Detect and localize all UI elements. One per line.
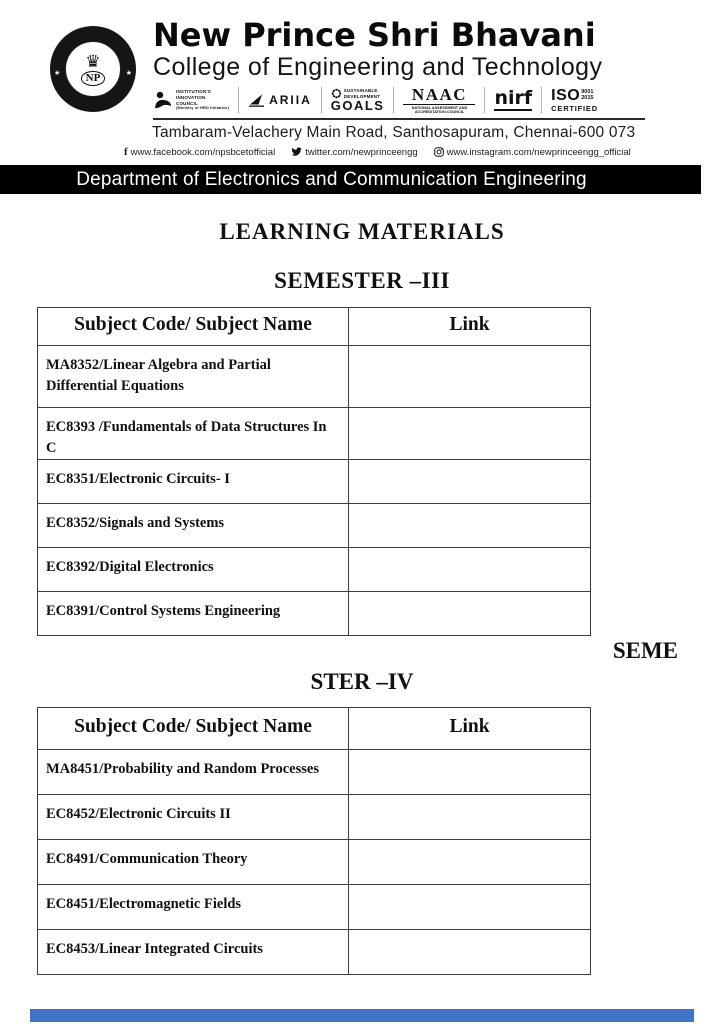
accreditation-strip [153, 86, 645, 120]
twitter-link: twitter.com/newprinceengg [291, 147, 417, 158]
subject-cell: EC8352/Signals and Systems [38, 504, 349, 548]
table-row [38, 460, 591, 504]
table-row [38, 795, 591, 840]
logo-star-icon: ★ [125, 69, 132, 77]
subject-cell: EC8392/Digital Electronics [38, 548, 349, 592]
semester3-table [37, 307, 591, 636]
subject-cell: EC8451/Electromagnetic Fields [38, 885, 349, 930]
table-row [38, 930, 591, 975]
iic-logo: INSTITUTION'S INNOVATION COUNCIL (Ministry of HRD Initiative) [153, 87, 238, 113]
subject-cell: EC8453/Linear Integrated Circuits [38, 930, 349, 975]
table-row [38, 885, 591, 930]
table-row [38, 548, 591, 592]
iso-logo: ISO 9001 2015 CERTIFIED [541, 87, 607, 113]
link-cell [349, 548, 591, 592]
table-row [38, 346, 591, 408]
ariia-sail-icon [248, 93, 266, 108]
semester4-heading-overflow: SEME [612, 638, 678, 664]
link-cell [349, 504, 591, 548]
subject-cell: EC8391/Control Systems Engineering [38, 592, 349, 636]
subject-cell: EC8491/Communication Theory [38, 840, 349, 885]
ariia-logo: ARIIA [238, 87, 321, 113]
page-title: LEARNING MATERIALS [219, 219, 505, 245]
logo-initials: NP [81, 71, 106, 86]
link-cell [349, 750, 591, 795]
department-banner [0, 165, 701, 194]
college-logo [50, 26, 136, 112]
link-cell [349, 885, 591, 930]
logo-star-icon: ★ [54, 69, 61, 77]
subject-cell: MA8451/Probability and Random Processes [38, 750, 349, 795]
instagram-icon [434, 147, 444, 157]
college-address: Tambaram-Velachery Main Road, Santhosapuram, Chennai-600 073 [152, 124, 636, 142]
twitter-icon [291, 147, 302, 157]
column-header-subject: Subject Code/ Subject Name [38, 708, 349, 750]
letterhead [0, 0, 724, 158]
link-cell [349, 460, 591, 504]
iic-hand-icon [153, 90, 173, 110]
social-links-row [124, 146, 724, 158]
semester4-heading: STER –IV [310, 669, 414, 695]
instagram-link: www.instagram.com/newprinceengg_official [434, 147, 631, 158]
college-subtitle: College of Engineering and Technology [153, 52, 603, 81]
column-header-subject: Subject Code/ Subject Name [38, 308, 349, 346]
nirf-logo: nirf [484, 87, 541, 113]
footer-accent-bar [30, 1009, 694, 1022]
subject-cell: EC8393 /Fundamentals of Data Structures In C [38, 408, 349, 460]
table-row [38, 504, 591, 548]
table-row [38, 840, 591, 885]
link-cell [349, 592, 591, 636]
table-row [38, 750, 591, 795]
column-header-link: Link [349, 308, 591, 346]
subject-cell: EC8452/Electronic Circuits II [38, 795, 349, 840]
sdg-logo: SUSTAINABLE DEVELOPMENT GOALS [321, 87, 394, 113]
link-cell [349, 408, 591, 460]
facebook-icon: f [124, 146, 128, 159]
link-cell [349, 930, 591, 975]
link-cell [349, 795, 591, 840]
semester4-table [37, 707, 591, 975]
subject-cell: MA8352/Linear Algebra and Partial Differential Equations [38, 346, 349, 408]
link-cell [349, 840, 591, 885]
column-header-link: Link [349, 708, 591, 750]
table-row [38, 408, 591, 460]
semester3-heading: SEMESTER –III [274, 268, 450, 294]
table-row [38, 592, 591, 636]
department-title: Department of Electronics and Communication Engineering [76, 168, 587, 190]
naac-logo: NAAC NATIONAL ASSESSMENT AND ACCREDITATION COUNCIL [393, 87, 484, 113]
college-name: New Prince Shri Bhavani [153, 16, 596, 54]
link-cell [349, 346, 591, 408]
crown-icon: ♛ [85, 51, 101, 71]
facebook-link: f www.facebook.com/npsbcetofficial [124, 146, 276, 159]
subject-cell: EC8351/Electronic Circuits- I [38, 460, 349, 504]
